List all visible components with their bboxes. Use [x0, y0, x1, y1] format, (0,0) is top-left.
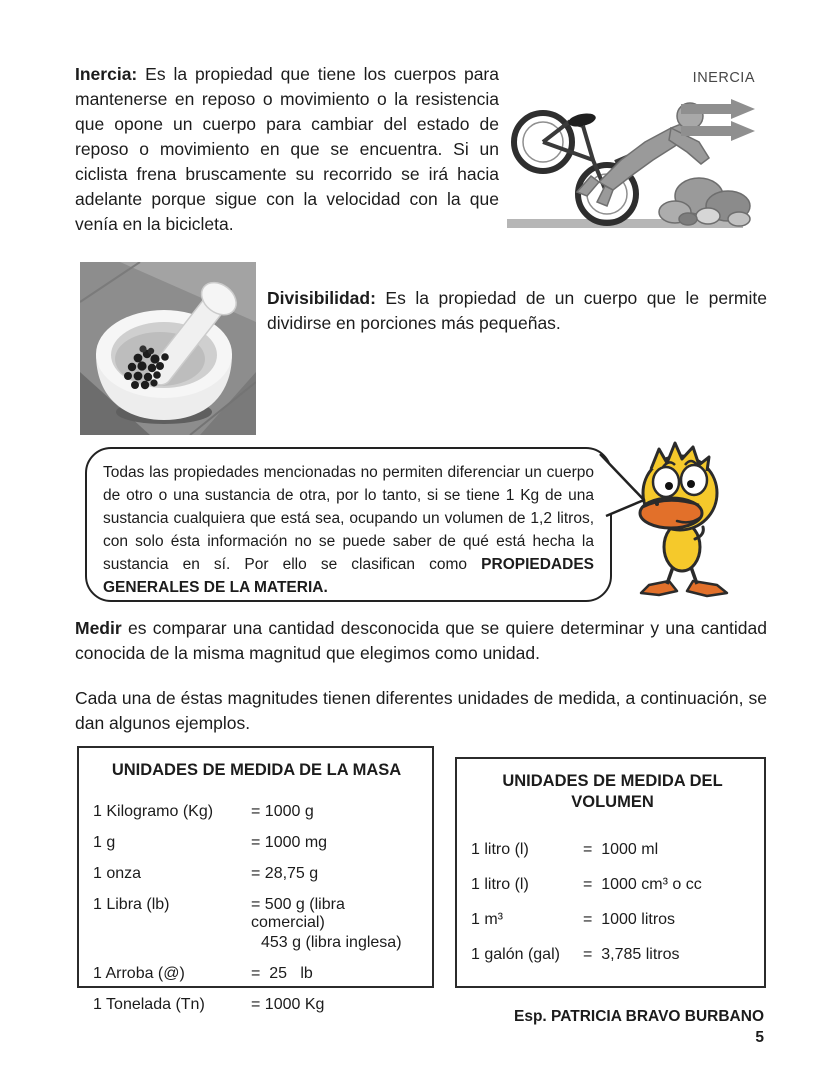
unit-cell: 1 Arroba (@)	[93, 965, 185, 982]
value-line-2: 453 g (libra inglesa)	[261, 934, 402, 951]
value-cell: = 1000 ml	[583, 841, 659, 858]
callout-text: Todas las propiedades mencionadas no permiten diferenciar un cuerpo de otro o una sustancia de otra, por lo tanto, si se tiene 1 Kg de una sustancia cualquiera que está sea, ocupando un volumen de 1,2 litros, con solo ésta información no se puede saber de qué está hecha la sustancia en sí. Por ello se clasifican como	[103, 464, 594, 573]
inercia-figure-label: INERCIA	[692, 70, 755, 86]
medir-text: es comparar una cantidad desconocida que se quiere determinar y una cantidad conocida de la misma magnitud que elegimos como unidad.	[75, 618, 768, 663]
unit-cell: 1 g	[93, 834, 116, 851]
value-line-1: = 500 g (libra comercial)	[251, 896, 350, 931]
page-number: 5	[755, 1029, 764, 1046]
medir-term: Medir	[75, 618, 122, 638]
unit-cell: 1 Libra (lb)	[93, 896, 170, 913]
unit-cell: 1 litro (l)	[471, 876, 529, 893]
callout-emphasis: PROPIEDADES GENERALES DE LA MATERIA.	[103, 556, 595, 596]
unit-cell: 1 m³	[471, 911, 503, 928]
inercia-paragraph	[75, 62, 499, 237]
table-row	[471, 876, 754, 894]
unit-cell: 1 litro (l)	[471, 841, 529, 858]
inercia-term: Inercia:	[75, 64, 138, 84]
table-row	[93, 896, 420, 952]
value-cell	[251, 896, 420, 952]
table-row	[471, 841, 754, 859]
value-cell: = 25 lb	[251, 965, 313, 982]
unit-cell: 1 onza	[93, 865, 142, 882]
mortar-pestle-image	[80, 262, 256, 435]
mass-units-table	[77, 746, 434, 1013]
mortar-pestle-illustration	[80, 262, 256, 435]
value-cell: = 1000 g	[251, 803, 314, 820]
unit-cell: 1 Tonelada (Tn)	[93, 996, 205, 1013]
bicycle-crash-illustration	[503, 64, 769, 242]
value-cell: = 1000 litros	[583, 911, 676, 928]
speech-bubble-callout	[85, 447, 612, 602]
value-cell: = 1000 Kg	[251, 996, 325, 1013]
table-row	[93, 834, 420, 852]
footer-author: Esp. PATRICIA BRAVO BURBANO	[513, 1008, 764, 1025]
value-cell: = 3,785 litros	[583, 946, 680, 963]
volume-units-table	[455, 757, 766, 988]
tables-intro-paragraph: Cada una de éstas magnitudes tienen diferentes unidades de medida, a continuación, se dan algunos ejemplos.	[75, 688, 767, 733]
divisibilidad-text: Es la propiedad de un cuerpo que le permite dividirse en porciones más pequeñas.	[267, 288, 767, 333]
speech-bubble-tail	[598, 450, 650, 522]
inercia-figure	[503, 64, 769, 242]
value-cell: = 1000 cm³ o cc	[583, 876, 702, 893]
page-footer	[514, 1006, 764, 1048]
unit-cell: 1 galón (gal)	[471, 946, 560, 963]
unit-cell: 1 Kilogramo (Kg)	[93, 803, 214, 820]
inercia-text: Es la propiedad que tiene los cuerpos para mantenerse en reposo o movimiento o la resistencia que opone un cuerpo para cambiar del estado de reposo o movimiento en que se encuentra. Si un ciclista frena bruscamente su recorrido se irá hacia adelante porque sigue con la velocidad con la que venía en la bicicleta.	[75, 64, 499, 234]
table-row	[471, 911, 754, 929]
volume-table-title: UNIDADES DE MEDIDA DEL VOLUMEN	[502, 772, 723, 811]
mass-table-title: UNIDADES DE MEDIDA DE LA MASA	[111, 761, 402, 779]
value-cell: = 1000 mg	[251, 834, 328, 851]
medir-paragraph	[75, 616, 767, 666]
divisibilidad-paragraph	[267, 286, 767, 336]
divisibilidad-term: Divisibilidad:	[267, 288, 376, 308]
table-row	[93, 803, 420, 821]
table-row	[471, 946, 754, 964]
value-cell: = 28,75 g	[251, 865, 319, 882]
table-row	[93, 965, 420, 983]
table-row	[93, 865, 420, 883]
table-row	[93, 996, 420, 1014]
